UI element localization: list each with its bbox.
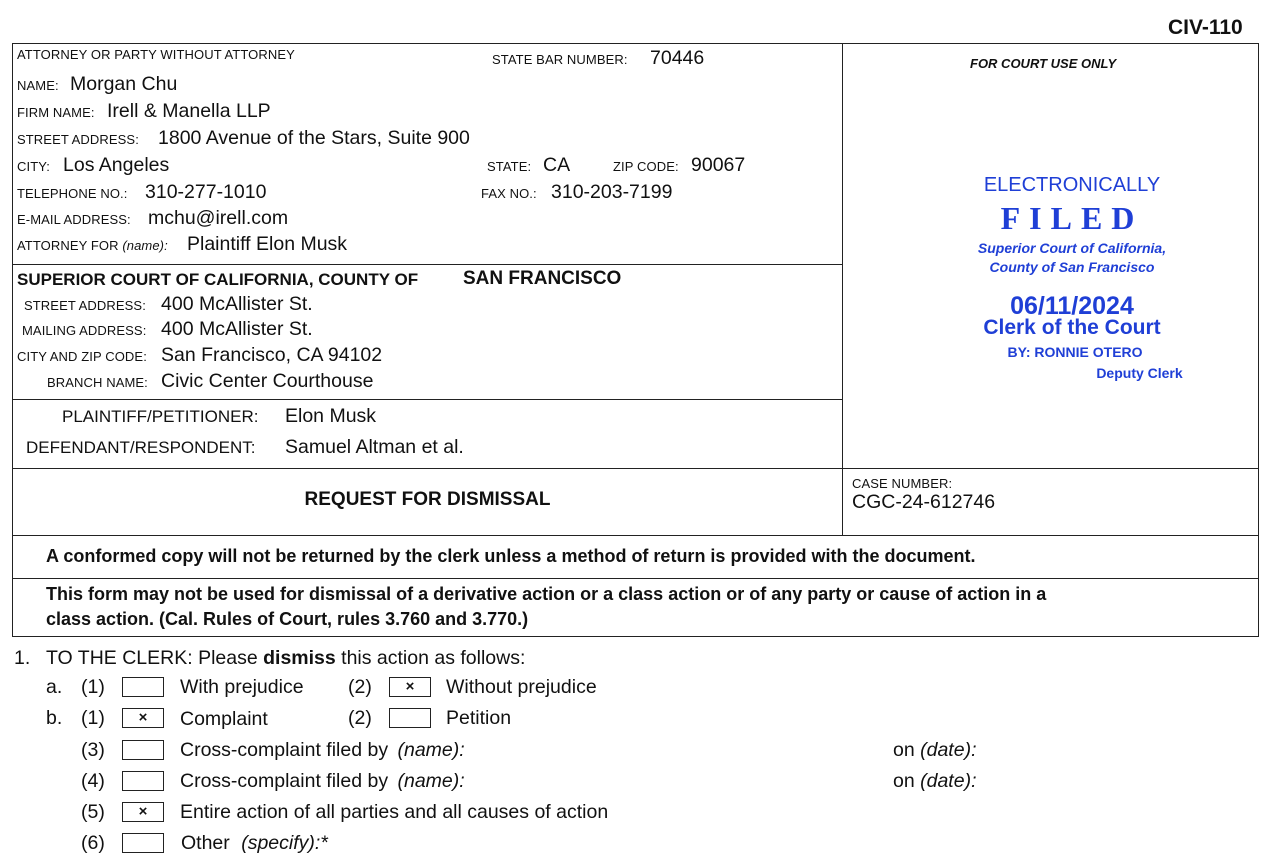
complaint-label: Complaint bbox=[180, 708, 268, 730]
attorney-name-value: Morgan Chu bbox=[70, 73, 178, 95]
other-text: Other bbox=[181, 832, 230, 854]
cross-complaint-3-date bbox=[893, 739, 976, 762]
plaintiff-value: Elon Musk bbox=[285, 405, 377, 427]
intro-post: this action as follows: bbox=[335, 647, 526, 669]
court-county: SAN FRANCISCO bbox=[463, 268, 622, 289]
defendant-value: Samuel Altman et al. bbox=[285, 436, 464, 458]
court-header: SUPERIOR COURT OF CALIFORNIA, COUNTY OF bbox=[17, 270, 419, 289]
street-value: 1800 Avenue of the Stars, Suite 900 bbox=[158, 127, 470, 149]
attorney-header-label: ATTORNEY OR PARTY WITHOUT ATTORNEY bbox=[17, 47, 295, 62]
item-1-intro bbox=[46, 647, 525, 670]
without-prejudice-label: Without prejudice bbox=[446, 676, 597, 698]
firm-label: FIRM NAME: bbox=[17, 105, 95, 120]
form-number: CIV-110 bbox=[1168, 16, 1243, 39]
item-1-number: 1. bbox=[14, 647, 31, 669]
bar-number-label: STATE BAR NUMBER: bbox=[492, 52, 628, 67]
court-branch-label: BRANCH NAME: bbox=[47, 375, 148, 390]
court-cityzip-value: San Francisco, CA 94102 bbox=[161, 344, 383, 366]
item-b3-number: (3) bbox=[81, 739, 105, 761]
petition-label: Petition bbox=[446, 707, 512, 729]
title-row-divider bbox=[12, 468, 1259, 469]
item-b2-number: (2) bbox=[348, 707, 372, 729]
case-number-label: CASE NUMBER: bbox=[852, 476, 953, 491]
phone-value: 310-277-1010 bbox=[145, 181, 267, 203]
cross3-name-hint: (name): bbox=[397, 739, 465, 761]
court-street-label: STREET ADDRESS: bbox=[24, 298, 146, 313]
complaint-checkbox[interactable]: × bbox=[122, 708, 164, 728]
case-number-value: CGC-24-612746 bbox=[852, 491, 996, 513]
fax-value: 310-203-7199 bbox=[551, 181, 673, 203]
notice-return: A conformed copy will not be returned by the clerk unless a method of return is provided with the document. bbox=[46, 546, 976, 566]
name-label: NAME: bbox=[17, 78, 59, 93]
court-parties-divider bbox=[12, 399, 843, 400]
zip-label: ZIP CODE: bbox=[613, 159, 679, 174]
attorney-for-name-hint: (name): bbox=[122, 238, 168, 253]
intro-dismiss: dismiss bbox=[263, 647, 336, 669]
other-checkbox[interactable] bbox=[122, 833, 164, 853]
attorney-for-label bbox=[17, 238, 168, 253]
cross4-text: Cross-complaint filed by bbox=[180, 770, 389, 792]
court-mailing-value: 400 McAllister St. bbox=[161, 318, 313, 340]
notice-class-action-line1: This form may not be used for dismissal of a derivative action or a class action or of any party or cause of action in a bbox=[46, 584, 1047, 604]
item-b5-number: (5) bbox=[81, 801, 105, 823]
street-label: STREET ADDRESS: bbox=[17, 132, 139, 147]
cross-complaint-4-label bbox=[180, 770, 465, 793]
fax-label: FAX NO.: bbox=[481, 186, 537, 201]
court-use-label: FOR COURT USE ONLY bbox=[970, 56, 1117, 71]
item-b1-number: (1) bbox=[81, 707, 105, 729]
other-label bbox=[181, 832, 328, 855]
stamp-court: Superior Court of California, bbox=[977, 240, 1167, 256]
stamp-date: 06/11/2024 bbox=[1010, 292, 1134, 320]
item-b4-number: (4) bbox=[81, 770, 105, 792]
bar-number-value: 70446 bbox=[650, 47, 705, 69]
defendant-label: DEFENDANT/RESPONDENT: bbox=[26, 438, 256, 457]
cross3-on: on bbox=[893, 739, 915, 761]
entire-action-checkbox[interactable]: × bbox=[122, 802, 164, 822]
state-label: STATE: bbox=[487, 159, 532, 174]
item-a1-number: (1) bbox=[81, 676, 105, 698]
court-street-value: 400 McAllister St. bbox=[161, 293, 313, 315]
phone-label: TELEPHONE NO.: bbox=[17, 186, 128, 201]
cross3-date-hint: (date): bbox=[920, 739, 977, 761]
firm-value: Irell & Manella LLP bbox=[107, 100, 271, 122]
intro-pre: TO THE CLERK: Please bbox=[46, 647, 264, 669]
attorney-court-divider bbox=[12, 264, 843, 265]
item-a2-number: (2) bbox=[348, 676, 372, 698]
item-b-letter: b. bbox=[46, 707, 63, 729]
state-value: CA bbox=[543, 154, 571, 176]
cross-complaint-4-date bbox=[893, 770, 976, 793]
notice-class-action-line2: class action. (Cal. Rules of Court, rules 3.760 and 3.770.) bbox=[46, 609, 529, 629]
with-prejudice-checkbox[interactable] bbox=[122, 677, 164, 697]
cross3-text: Cross-complaint filed by bbox=[180, 739, 389, 761]
court-branch-value: Civic Center Courthouse bbox=[161, 370, 374, 392]
petition-checkbox[interactable] bbox=[389, 708, 431, 728]
cross4-on: on bbox=[893, 770, 915, 792]
cross4-name-hint: (name): bbox=[397, 770, 465, 792]
email-value: mchu@irell.com bbox=[148, 207, 289, 229]
stamp-by: BY: RONNIE OTERO bbox=[1007, 344, 1143, 360]
stamp-county: County of San Francisco bbox=[989, 259, 1155, 275]
court-cityzip-label: CITY AND ZIP CODE: bbox=[17, 349, 147, 364]
city-label: CITY: bbox=[17, 159, 51, 174]
court-mailing-label: MAILING ADDRESS: bbox=[22, 323, 147, 338]
other-specify-hint: (specify):* bbox=[241, 832, 328, 854]
cross-complaint-4-checkbox[interactable] bbox=[122, 771, 164, 791]
stamp-electronically: ELECTRONICALLY bbox=[983, 174, 1161, 196]
zip-value: 90067 bbox=[691, 154, 746, 176]
stamp-deputy: Deputy Clerk bbox=[1096, 365, 1183, 381]
without-prejudice-checkbox[interactable]: × bbox=[389, 677, 431, 697]
plaintiff-label: PLAINTIFF/PETITIONER: bbox=[62, 407, 259, 426]
cross-complaint-3-label bbox=[180, 739, 465, 762]
email-label: E-MAIL ADDRESS: bbox=[17, 212, 131, 227]
attorney-for-value: Plaintiff Elon Musk bbox=[187, 233, 348, 255]
cross-complaint-3-checkbox[interactable] bbox=[122, 740, 164, 760]
document-title: REQUEST FOR DISMISSAL bbox=[304, 489, 551, 510]
entire-action-label: Entire action of all parties and all causes of action bbox=[180, 801, 609, 823]
attorney-for-text: ATTORNEY FOR bbox=[17, 238, 119, 253]
cross4-date-hint: (date): bbox=[920, 770, 977, 792]
with-prejudice-label: With prejudice bbox=[180, 676, 304, 698]
stamp-clerk: Clerk of the Court bbox=[983, 316, 1161, 339]
stamp-filed: FILED bbox=[1000, 200, 1144, 236]
court-use-divider bbox=[842, 43, 843, 536]
item-a-letter: a. bbox=[46, 676, 63, 698]
item-b6-number: (6) bbox=[81, 832, 105, 854]
city-value: Los Angeles bbox=[63, 154, 170, 176]
